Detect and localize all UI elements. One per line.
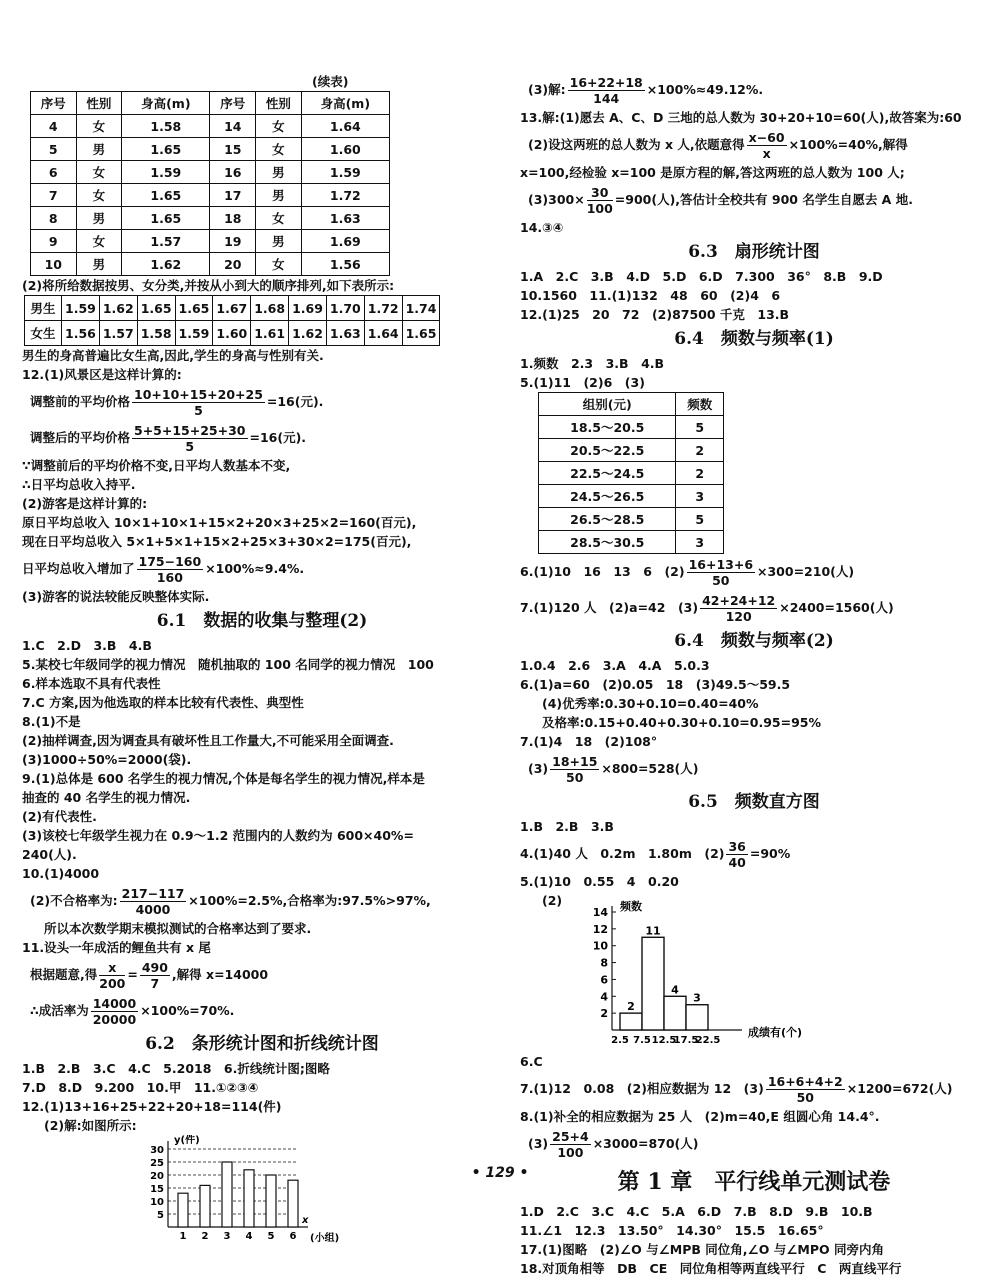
- table-cell: 1.60: [301, 138, 389, 161]
- table-cell: 1.58: [137, 321, 175, 346]
- r-line-10: 4.(1)40 人 0.2m 1.80m (2) $\frac{36}{40}$ =90%: [520, 839, 791, 870]
- table-cell: 1.63: [326, 321, 364, 346]
- r-line-6: 14.③④: [520, 220, 564, 235]
- table-cell: 1.68: [251, 296, 289, 321]
- lines61-group: [22, 636, 502, 883]
- linesCh1-group: [520, 1202, 988, 1278]
- linesA-group: [22, 346, 502, 384]
- table-cell: 男: [256, 184, 302, 207]
- table-cell: 1.56: [62, 321, 100, 346]
- table-cell: 女: [76, 161, 122, 184]
- table-cell: 1.72: [301, 184, 389, 207]
- survival-rate: ∴成活率为 $\frac{14000}{20000}$ ×100%=70%.: [30, 996, 235, 1027]
- table-caption: (续表): [312, 74, 349, 89]
- table-cell: 1.65: [175, 296, 213, 321]
- table-cell: 18.5～20.5: [539, 416, 676, 439]
- text-line: (3)该校七年级学生视力在 0.9～1.2 范围内的人数约为 600×40%=: [22, 828, 414, 843]
- text-line: (2): [542, 893, 563, 908]
- text-line: 12.(1)13+16+25+22+20+18=114(件): [22, 1099, 282, 1114]
- x-tick-label: 17.5: [673, 1035, 699, 1046]
- fail-rate: (2)不合格率为: $\frac{217-117}{4000}$ ×100%=2.5%,合格率为:97.5%>97%,: [30, 886, 431, 917]
- table-cell: 3: [676, 531, 724, 554]
- table-cell: 女: [76, 230, 122, 253]
- y-tick-label: 14: [592, 906, 608, 919]
- table-cell: 24.5～26.5: [539, 485, 676, 508]
- section-6-1-title: 6.1 数据的收集与整理(2): [156, 611, 368, 631]
- section-6-5-title: 6.5 频数直方图: [688, 792, 820, 812]
- histogram-bar: [686, 1005, 708, 1030]
- table-cell: 7: [31, 184, 77, 207]
- table-cell: 4: [31, 115, 77, 138]
- table-cell: 1.65: [402, 321, 440, 346]
- table-row: [31, 184, 390, 207]
- table-row: [539, 485, 724, 508]
- right-column: [520, 72, 988, 1278]
- r-line-4: x=100,经检验 x=100 是原方程的解,答这两班的总人数为 100 人;: [520, 165, 905, 180]
- y-axis-label: y(件): [174, 1135, 200, 1146]
- x-unit-label: (小组): [310, 1233, 340, 1244]
- table-cell: 1.65: [122, 207, 210, 230]
- table-cell: 1.57: [122, 230, 210, 253]
- section-6-2-title: 6.2 条形统计图和折线统计图: [145, 1034, 379, 1054]
- text-line: 所以本次数学期末模拟测试的合格率达到了要求.: [44, 921, 312, 936]
- table-cell: 1.58: [122, 115, 210, 138]
- table-row: [31, 207, 390, 230]
- text-line: 抽查的 40 名学生的视力情况.: [22, 790, 191, 805]
- x-tick-label: 5: [267, 1231, 275, 1242]
- table-cell: 1.67: [213, 296, 251, 321]
- table-cell: 男生: [25, 296, 62, 321]
- r-line-1: (3)解: $\frac{16+22+18}{144}$ ×100%≈49.12%.: [528, 75, 764, 106]
- y-axis-label: 频数: [620, 900, 642, 913]
- text-line: (3)1000÷50%=2000(袋).: [22, 752, 192, 767]
- bar-value-label: 3: [693, 991, 701, 1005]
- y-tick-label: 20: [150, 1171, 164, 1182]
- x-tick-label: 3: [223, 1231, 231, 1242]
- text-line: 7.C 方案,因为他选取的样本比较有代表性、典型性: [22, 695, 304, 710]
- text-line: (4)优秀率:0.30+0.10=0.40=40%: [542, 696, 759, 711]
- x-tick-label: 4: [245, 1231, 253, 1242]
- y-tick-label: 15: [150, 1184, 164, 1195]
- x-axis-label: x: [302, 1215, 309, 1226]
- text-line: ∵调整前后的平均价格不变,日平均人数基本不变,: [22, 458, 291, 473]
- table-cell: 女: [76, 115, 122, 138]
- text-line: (2)游客是这样计算的:: [22, 496, 148, 511]
- text-line: 6.C: [520, 1054, 543, 1069]
- table-cell: 1.63: [301, 207, 389, 230]
- y-tick-label: 5: [157, 1210, 164, 1221]
- section-6-3-title: 6.3 扇形统计图: [688, 242, 820, 262]
- table-cell: 5: [31, 138, 77, 161]
- table-row: [25, 321, 440, 346]
- linesC-group: [22, 919, 502, 957]
- text-line: 5.(1)10 0.55 4 0.20: [520, 874, 679, 889]
- section-6-4-2-title: 6.4 频数与频率(2): [674, 631, 834, 651]
- lines65-group: [520, 817, 988, 836]
- text-line: 及格率:0.15+0.40+0.30+0.10=0.95=95%: [542, 715, 821, 730]
- table-row: [31, 230, 390, 253]
- bar: [288, 1180, 298, 1227]
- x-axis-label: 成绩有(个): [748, 1026, 803, 1039]
- text-line: 240(人).: [22, 847, 77, 862]
- text-line: 18.对顶角相等 DB CE 同位角相等两直线平行 C 两直线平行: [520, 1261, 902, 1276]
- table-cell: 女: [256, 253, 302, 276]
- table-cell: 女: [256, 138, 302, 161]
- table-cell: 女: [256, 115, 302, 138]
- lines641-group: [520, 354, 988, 392]
- r-line-9: (3) $\frac{18+15}{50}$ ×800=528(人): [528, 754, 699, 785]
- table-cell: 1.59: [301, 161, 389, 184]
- table-cell: 1.69: [289, 296, 327, 321]
- table-cell: 1.64: [364, 321, 402, 346]
- table-row: [31, 138, 390, 161]
- histogram-bar: [664, 996, 686, 1030]
- histogram-chart: [582, 892, 842, 1052]
- y-tick-label: 10: [592, 939, 608, 953]
- bar: [200, 1185, 210, 1227]
- y-tick-label: 2: [600, 1007, 608, 1021]
- r-line-5: (3)300× $\frac{30}{100}$ =900(人),答估计全校共有 900 名学生自愿去 A 地.: [528, 185, 913, 216]
- bar: [178, 1193, 188, 1227]
- text-line: 1.频数 2.3 3.B 4.B: [520, 356, 665, 371]
- fish-equation: 根据题意,得 $\frac{x}{200}$ = $\frac{490}{7}$ ,解得 x=14000: [30, 960, 269, 991]
- table-row: [539, 439, 724, 462]
- table-cell: 1.62: [99, 296, 137, 321]
- text-line: 5.(1)11 (2)6 (3): [520, 375, 645, 390]
- lines642-group: [520, 656, 988, 751]
- text-line: 1.D 2.C 3.C 4.C 5.A 6.D 7.B 8.D 9.B 10.B: [520, 1204, 873, 1219]
- text-line: 9.(1)总体是 600 名学生的视力情况,个体是每名学生的视力情况,样本是: [22, 771, 425, 786]
- table-cell: 1.74: [402, 296, 440, 321]
- table-cell: 20: [210, 253, 256, 276]
- table-cell: 女: [76, 184, 122, 207]
- text-line: 1.B 2.B 3.B: [520, 819, 614, 834]
- table-cell: 19: [210, 230, 256, 253]
- price-after: 调整后的平均价格 $\frac{5+5+15+25+30}{5}$ =16(元).: [30, 423, 307, 454]
- table-cell: 女生: [25, 321, 62, 346]
- table-cell: 1.65: [137, 296, 175, 321]
- r-line-13: (3) $\frac{25+4}{100}$ ×3000=870(人): [528, 1129, 699, 1160]
- sort-line: (2)将所给数据按男、女分类,并按从小到大的顺序排列,如下表所示:: [22, 278, 395, 293]
- text-line: 1.C 2.D 3.B 4.B: [22, 638, 152, 653]
- table-cell: 20.5～22.5: [539, 439, 676, 462]
- left-column: [22, 72, 502, 1250]
- text-line: 12.(1)风景区是这样计算的:: [22, 367, 182, 382]
- y-tick-label: 25: [150, 1158, 164, 1169]
- text-line: 1.0.4 2.6 3.A 4.A 5.0.3: [520, 658, 710, 673]
- r-line-2: 13.解:(1)愿去 A、C、D 三地的总人数为 30+20+10=60(人),故答案为:60: [520, 110, 962, 125]
- x-tick-label: 1: [179, 1231, 187, 1242]
- text-line: 10.(1)4000: [22, 866, 100, 881]
- table-header-cell: 性别: [76, 92, 122, 115]
- r-line-12: 8.(1)补全的相应数据为 25 人 (2)m=40,E 组圆心角 14.4°.: [520, 1109, 880, 1124]
- section-6-4-1-title: 6.4 频数与频率(1): [674, 329, 834, 349]
- table-cell: 1.57: [99, 321, 137, 346]
- table-cell: 6: [31, 161, 77, 184]
- table-cell: 男: [256, 230, 302, 253]
- table-header-cell: 身高(m): [301, 92, 389, 115]
- linesB-group: [22, 456, 502, 551]
- text-line: 17.(1)图略 (2)∠O 与∠MPB 同位角,∠O 与∠MPO 同旁内角: [520, 1242, 884, 1257]
- table-cell: 1.64: [301, 115, 389, 138]
- table-cell: 女: [256, 207, 302, 230]
- lines65c-group: [520, 1052, 988, 1071]
- y-tick-label: 12: [592, 922, 608, 936]
- bar-value-label: 11: [645, 924, 661, 938]
- y-tick-label: 6: [600, 973, 608, 987]
- histogram-bar: [642, 937, 664, 1030]
- table-cell: 18: [210, 207, 256, 230]
- price-before: 调整前的平均价格 $\frac{10+10+15+20+25}{5}$ =16(元).: [30, 387, 324, 418]
- table-header-cell: 序号: [210, 92, 256, 115]
- table-row: [539, 531, 724, 554]
- frequency-table: [538, 392, 724, 554]
- gender-table: [24, 295, 440, 346]
- text-line: 6.(1)a=60 (2)0.05 18 (3)49.5～59.5: [520, 677, 791, 692]
- line-3: (3)游客的说法较能反映整体实际.: [22, 589, 210, 604]
- table-cell: 男: [76, 207, 122, 230]
- table-cell: 1.59: [122, 161, 210, 184]
- text-line: 10.1560 11.(1)132 48 60 (2)4 6: [520, 288, 781, 303]
- text-line: 1.A 2.C 3.B 4.D 5.D 6.D 7.300 36° 8.B 9.D: [520, 269, 883, 284]
- r-line-8: 7.(1)120 人 (2)a=42 (3) $\frac{42+24+12}{120}$ ×2400=1560(人): [520, 593, 894, 624]
- table-cell: 1.69: [301, 230, 389, 253]
- table-cell: 3: [676, 485, 724, 508]
- table-cell: 16: [210, 161, 256, 184]
- y-tick-label: 10: [150, 1197, 164, 1208]
- x-tick-label: 7.5: [633, 1035, 651, 1046]
- text-line: 1.B 2.B 3.C 4.C 5.2018 6.折线统计图;图略: [22, 1061, 330, 1076]
- table-cell: 5: [676, 508, 724, 531]
- x-tick-label: 2: [201, 1231, 209, 1242]
- table-cell: 22.5～24.5: [539, 462, 676, 485]
- text-line: (2)抽样调查,因为调查具有破坏性且工作量大,不可能采用全面调查.: [22, 733, 394, 748]
- table-cell: 1.56: [301, 253, 389, 276]
- text-line: 8.(1)不是: [22, 714, 81, 729]
- page-number: • 129 •: [471, 1165, 529, 1181]
- table-cell: 15: [210, 138, 256, 161]
- table-cell: 男: [76, 253, 122, 276]
- text-line: 6.样本选取不具有代表性: [22, 676, 161, 691]
- text-line: 男生的身高普遍比女生高,因此,学生的身高与性别有关.: [22, 348, 324, 363]
- text-line: 11.设头一年成活的鲤鱼共有 x 尾: [22, 940, 211, 955]
- table-cell: 1.62: [289, 321, 327, 346]
- text-line: 现在日平均总收入 5×1+5×1+15×2+25×3+30×2=175(百元),: [22, 534, 412, 549]
- table-cell: 1.59: [175, 321, 213, 346]
- chapter-1-title: 第 1 章 平行线单元测试卷: [617, 1169, 891, 1195]
- text-line: 7.(1)4 18 (2)108°: [520, 734, 658, 749]
- bar: [266, 1175, 276, 1227]
- table-cell: 10: [31, 253, 77, 276]
- table-cell: 1.62: [122, 253, 210, 276]
- table-row: [539, 416, 724, 439]
- table-cell: 1.65: [122, 184, 210, 207]
- table-header-cell: 性别: [256, 92, 302, 115]
- table-cell: 17: [210, 184, 256, 207]
- y-tick-label: 8: [600, 956, 608, 970]
- table-header-cell: 组别(元): [539, 393, 676, 416]
- text-line: 11.∠1 12.3 13.50° 14.30° 15.5 16.65°: [520, 1223, 824, 1238]
- table-row: [539, 508, 724, 531]
- table-row: [539, 462, 724, 485]
- bar-chart: [140, 1135, 340, 1250]
- r-line-3: (2)设这两班的总人数为 x 人,依题意得 $\frac{x-60}{x}$ ×100%=40%,解得: [528, 130, 908, 161]
- table-row: [31, 253, 390, 276]
- y-tick-label: 4: [600, 990, 608, 1004]
- table-cell: 1.65: [122, 138, 210, 161]
- r-line-7: 6.(1)10 16 13 6 (2) $\frac{16+13+6}{50}$ ×300=210(人): [520, 557, 855, 588]
- table-header-cell: 身高(m): [122, 92, 210, 115]
- income-increase: 日平均总收入增加了 $\frac{175-160}{160}$ ×100%≈9.4%.: [22, 554, 305, 585]
- table-cell: 2: [676, 462, 724, 485]
- text-line: (2)解:如图所示:: [44, 1118, 137, 1133]
- text-line: 12.(1)25 20 72 (2)87500 千克 13.B: [520, 307, 790, 322]
- x-tick-label: 6: [289, 1231, 297, 1242]
- table-cell: 14: [210, 115, 256, 138]
- text-line: (2)有代表性.: [22, 809, 97, 824]
- table-cell: 1.59: [62, 296, 100, 321]
- table-row: [31, 115, 390, 138]
- table-cell: 男: [256, 161, 302, 184]
- x-tick-label: 22.5: [695, 1035, 721, 1046]
- text-line: ∴日平均总收入持平.: [22, 477, 136, 492]
- r-line-11: 7.(1)12 0.08 (2)相应数据为 12 (3) $\frac{16+6+4+2}{50}$ ×1200=672(人): [520, 1074, 953, 1105]
- table-cell: 2: [676, 439, 724, 462]
- histogram-bar: [620, 1013, 642, 1030]
- text-line: 原日平均总收入 10×1+10×1+15×2+20×3+25×2=160(百元),: [22, 515, 417, 530]
- x-tick-label: 12.5: [651, 1035, 677, 1046]
- bar-value-label: 2: [627, 1000, 635, 1014]
- height-table: [30, 91, 390, 276]
- table-cell: 8: [31, 207, 77, 230]
- table-header-cell: 频数: [676, 393, 724, 416]
- y-tick-label: 30: [150, 1145, 164, 1156]
- table-header-cell: 序号: [31, 92, 77, 115]
- lines62-group: [22, 1059, 502, 1135]
- table-row: [31, 161, 390, 184]
- table-row: [25, 296, 440, 321]
- text-line: 7.D 8.D 9.200 10.甲 11.①②③④: [22, 1080, 259, 1095]
- table-cell: 26.5～28.5: [539, 508, 676, 531]
- table-cell: 1.70: [326, 296, 364, 321]
- table-cell: 1.61: [251, 321, 289, 346]
- table-cell: 1.60: [213, 321, 251, 346]
- lines63-group: [520, 267, 988, 324]
- table-cell: 1.72: [364, 296, 402, 321]
- x-tick-label: 2.5: [611, 1035, 629, 1046]
- table-cell: 5: [676, 416, 724, 439]
- table-cell: 9: [31, 230, 77, 253]
- table-cell: 男: [76, 138, 122, 161]
- table-cell: 28.5～30.5: [539, 531, 676, 554]
- bar-value-label: 4: [671, 983, 679, 997]
- text-line: 5.某校七年级同学的视力情况 随机抽取的 100 名同学的视力情况 100: [22, 657, 434, 672]
